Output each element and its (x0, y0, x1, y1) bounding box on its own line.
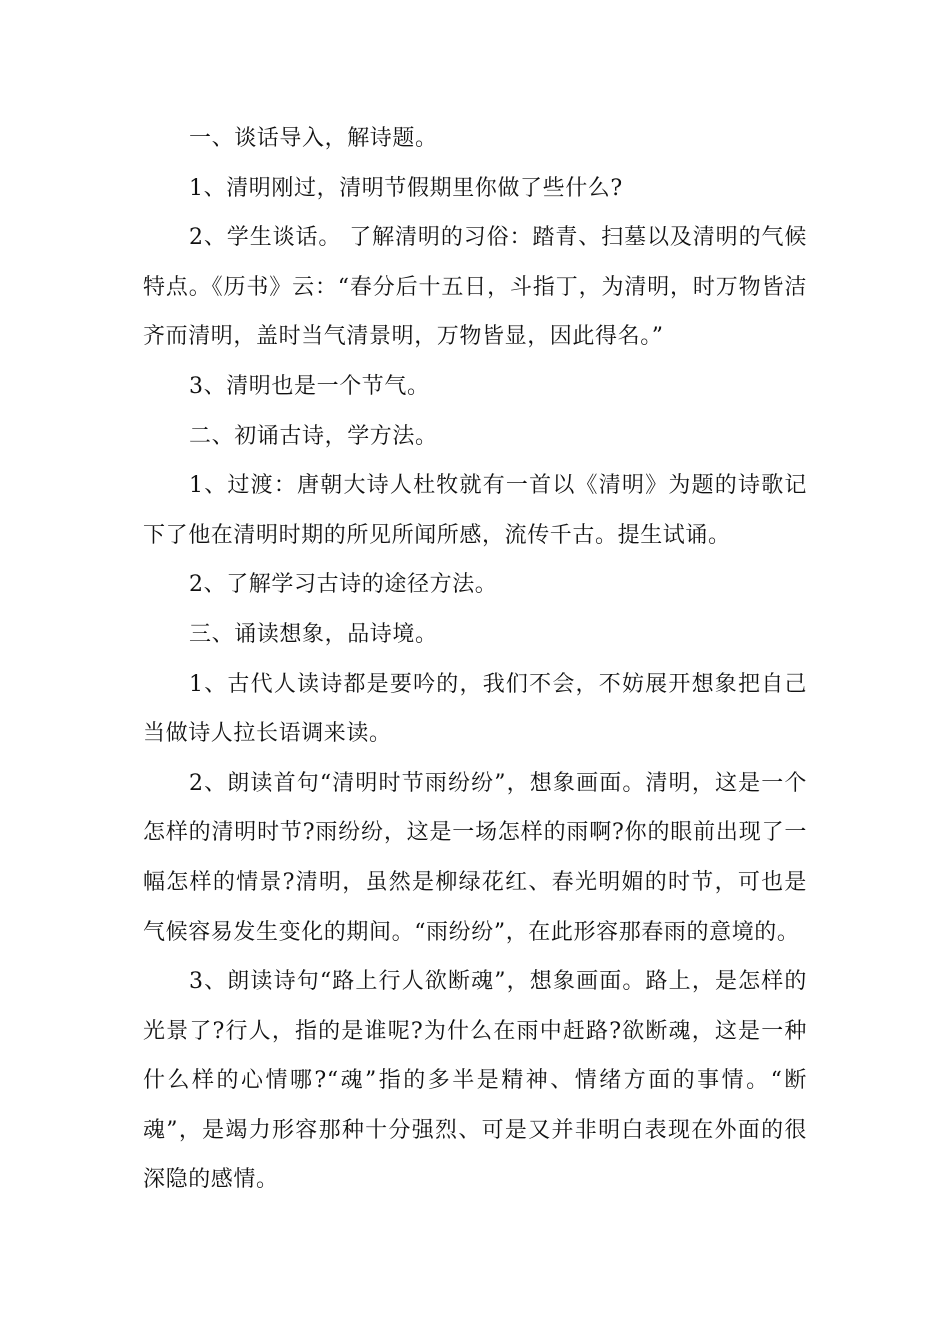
section-heading-1: 一、谈话导入，解诗题。 (189, 126, 438, 151)
paragraph: 2、学生谈话。 了解清明的习俗：踏青、扫墓以及清明的气候特点。《历书》云：“春分后十五日，斗指丁，为清明，时万物皆洁齐而清明，盖时当气清景明，万物皆显，因此得名。” (143, 225, 807, 350)
paragraph: 2、了解学习古诗的途径方法。 (189, 572, 498, 598)
paragraph: 2、朗读首句“清明时节雨纷纷”，想象画面。清明，这是一个怎样的清明时节?雨纷纷，这是一场怎样的雨啊?你的眼前出现了一幅怎样的情景?清明，虽然是柳绿花红、春光明媚的时节，可也是气候容易发生变化的期间。“雨纷纷”，在此形容那春雨的意境的。 (143, 770, 807, 945)
document-body (143, 114, 807, 1205)
paragraph: 3、清明也是一个节气。 (189, 373, 430, 399)
section-heading-3: 三、诵读想象，品诗境。 (189, 621, 438, 647)
section-heading-2: 二、初诵古诗，学方法。 (189, 423, 438, 449)
paragraph: 1、清明刚过，清明节假期里你做了些什么? (189, 175, 623, 201)
paragraph: 3、朗读诗句“路上行人欲断魂”，想象画面。路上，是怎样的光景了?行人，指的是谁呢?为什么在雨中赶路?欲断魂，这是一种什么样的心情哪?“魂”指的多半是精神、情绪方面的事情。“断魂”，是竭力形容那种十分强烈、可是又并非明白表现在外面的很深隐的感情。 (143, 969, 807, 1193)
paragraph: 1、过渡：唐朝大诗人杜牧就有一首以《清明》为题的诗歌记下了他在清明时期的所见所闻所感，流传千古。提生试诵。 (143, 473, 807, 548)
paragraph: 1、古代人读诗都是要吟的，我们不会，不妨展开想象把自己当做诗人拉长语调来读。 (143, 671, 807, 747)
